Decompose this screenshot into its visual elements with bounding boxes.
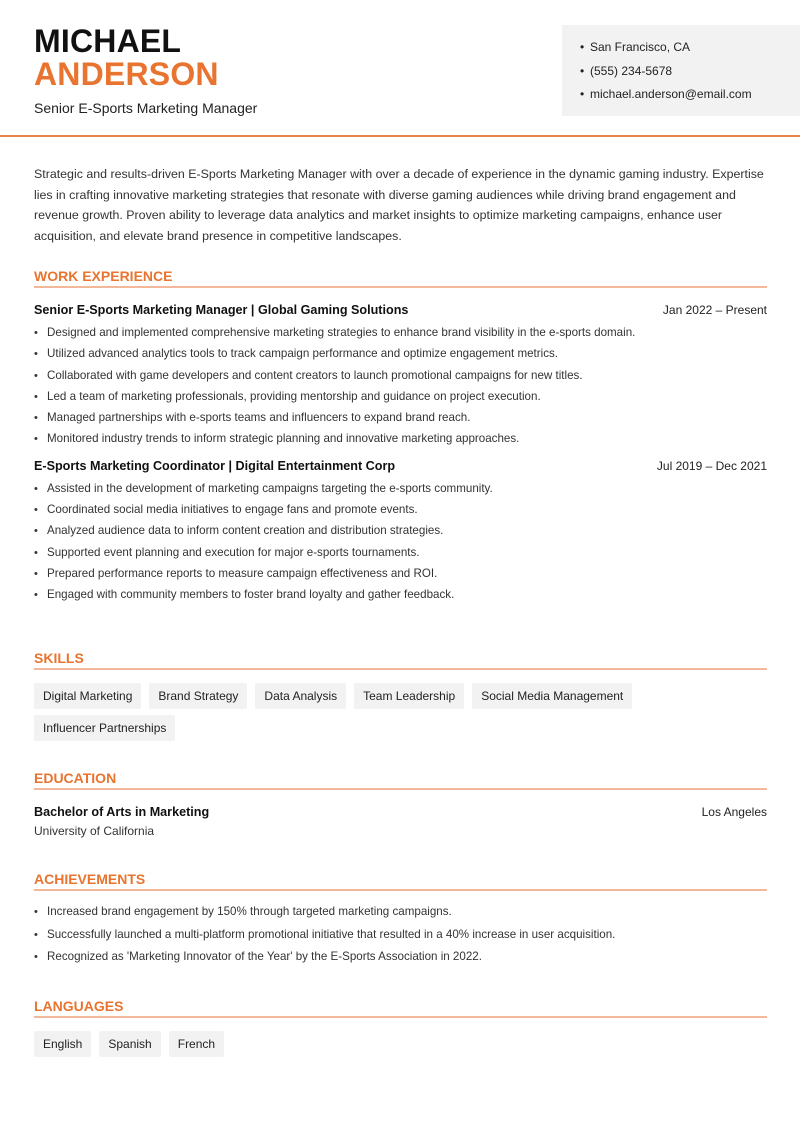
list-item-text: Increased brand engagement by 150% through targeted marketing campaigns. [47, 905, 452, 918]
first-name: MICHAEL [34, 23, 182, 59]
section-title-achievements: ACHIEVEMENTS [34, 869, 767, 891]
skill-chip: Team Leadership [354, 683, 464, 709]
bullet-icon: • [580, 63, 585, 78]
bullet-icon: • [34, 546, 38, 559]
education-location: Los Angeles [701, 805, 767, 819]
job-bullets [34, 481, 767, 609]
contact-email [580, 86, 800, 110]
bullet-icon: • [34, 589, 38, 602]
bullet-icon: • [34, 525, 38, 538]
list-item-text: Led a team of marketing professionals, providing mentorship and guidance on project execution. [47, 389, 541, 403]
bullet-icon: • [34, 951, 38, 963]
contact-phone [580, 63, 800, 87]
bullet-icon: • [34, 906, 38, 918]
resume-header [0, 0, 800, 137]
list-item [34, 545, 767, 566]
bullet-icon: • [34, 504, 38, 517]
list-item [34, 904, 767, 927]
skill-chip: Social Media Management [472, 683, 632, 709]
list-item [34, 502, 767, 523]
list-item [34, 431, 767, 452]
last-name: ANDERSON [34, 56, 219, 92]
list-item [34, 325, 767, 346]
language-chip: English [34, 1031, 91, 1057]
job-role: E-Sports Marketing Coordinator | Digital Entertainment Corp [34, 458, 396, 473]
skills-chips [34, 683, 767, 747]
list-item [34, 368, 767, 389]
list-item-text: Designed and implemented comprehensive marketing strategies to enhance brand visibility in the e-sports domain. [47, 326, 636, 339]
bullet-icon: • [34, 412, 38, 425]
list-item-text: Prepared performance reports to measure campaign effectiveness and ROI. [47, 566, 438, 580]
section-title-education: EDUCATION [34, 768, 767, 790]
education-degree: Bachelor of Arts in Marketing [34, 805, 210, 819]
list-item [34, 389, 767, 410]
list-item [34, 523, 767, 544]
contact-location-text: San Francisco, CA [590, 40, 691, 54]
language-chip: Spanish [99, 1031, 160, 1057]
list-item-text: Collaborated with game developers and content creators to launch promotional campaigns for new titles. [47, 368, 583, 382]
bullet-icon: • [34, 327, 38, 339]
job-title: Senior E-Sports Marketing Manager [34, 100, 258, 116]
languages-chips [34, 1031, 767, 1063]
list-item-text: Engaged with community members to foster brand loyalty and gather feedback. [47, 588, 455, 602]
languages-section [34, 996, 767, 1063]
bullet-icon: • [34, 433, 38, 446]
language-chip: French [169, 1031, 224, 1057]
list-item [34, 587, 767, 608]
job-date: Jul 2019 – Dec 2021 [656, 458, 767, 473]
job-header [34, 303, 767, 317]
list-item-text: Coordinated social media initiatives to engage fans and promote events. [47, 503, 418, 517]
bullet-icon: • [34, 928, 38, 941]
bullet-icon: • [580, 40, 585, 54]
achievements-section [34, 869, 767, 972]
education-header [34, 805, 767, 819]
summary-paragraph: Strategic and results-driven E-Sports Marketing Manager with over a decade of experience in the dynamic gaming industry. Expertise lies in crafting innovative marketing strategies that resonate with diverse gaming audiences while driving brand engagement and revenue growth. Proven ability to leverage data analytics and market insights to optimize marketing campaigns, enhance user acquisition, and elevate brand presence in competitive landscapes. [34, 167, 764, 244]
list-item-text: Successfully launched a multi-platform promotional initiative that resulted in a 40% increase in user acquisition. [47, 927, 616, 941]
section-title-skills: SKILLS [34, 648, 767, 670]
contact-email-text: michael.anderson@email.com [590, 87, 752, 101]
section-title-work: WORK EXPERIENCE [34, 266, 767, 288]
list-item [34, 927, 767, 950]
list-item-text: Monitored industry trends to inform strategic planning and innovative marketing approaches. [47, 432, 520, 446]
list-item-text: Analyzed audience data to inform content creation and distribution strategies. [47, 524, 444, 538]
bullet-icon: • [34, 348, 38, 361]
job-role: Senior E-Sports Marketing Manager | Global Gaming Solutions [34, 303, 409, 317]
contact-box [562, 25, 800, 116]
list-item-text: Managed partnerships with e-sports teams and influencers to expand brand reach. [47, 411, 471, 425]
list-item-text: Supported event planning and execution for major e-sports tournaments. [47, 545, 420, 559]
list-item [34, 949, 767, 972]
contact-phone-text: (555) 234-5678 [590, 63, 673, 78]
education-school: University of California [34, 824, 155, 838]
contact-location [580, 39, 800, 63]
list-item [34, 410, 767, 431]
bullet-icon: • [34, 390, 38, 403]
skill-chip: Influencer Partnerships [34, 715, 175, 741]
list-item [34, 346, 767, 367]
skill-chip: Brand Strategy [149, 683, 247, 709]
job-bullets [34, 325, 767, 453]
list-item [34, 566, 767, 587]
achievements-list [34, 904, 767, 972]
skills-section [34, 648, 767, 747]
skill-chip: Data Analysis [255, 683, 346, 709]
job-header [34, 459, 767, 473]
bullet-icon: • [34, 369, 38, 382]
list-item [34, 481, 767, 502]
bullet-icon: • [34, 482, 38, 495]
list-item-text: Recognized as 'Marketing Innovator of the Year' by the E-Sports Association in 2022. [47, 950, 482, 963]
education-section [34, 768, 767, 838]
bullet-icon: • [580, 87, 585, 101]
skill-chip: Digital Marketing [34, 683, 141, 709]
work-experience-section [34, 266, 767, 609]
list-item-text: Assisted in the development of marketing campaigns targeting the e-sports community. [47, 481, 493, 495]
list-item-text: Utilized advanced analytics tools to track campaign performance and optimize engagement metrics. [47, 347, 559, 361]
section-title-languages: LANGUAGES [34, 996, 767, 1018]
job-date: Jan 2022 – Present [662, 303, 767, 317]
bullet-icon: • [34, 567, 38, 580]
